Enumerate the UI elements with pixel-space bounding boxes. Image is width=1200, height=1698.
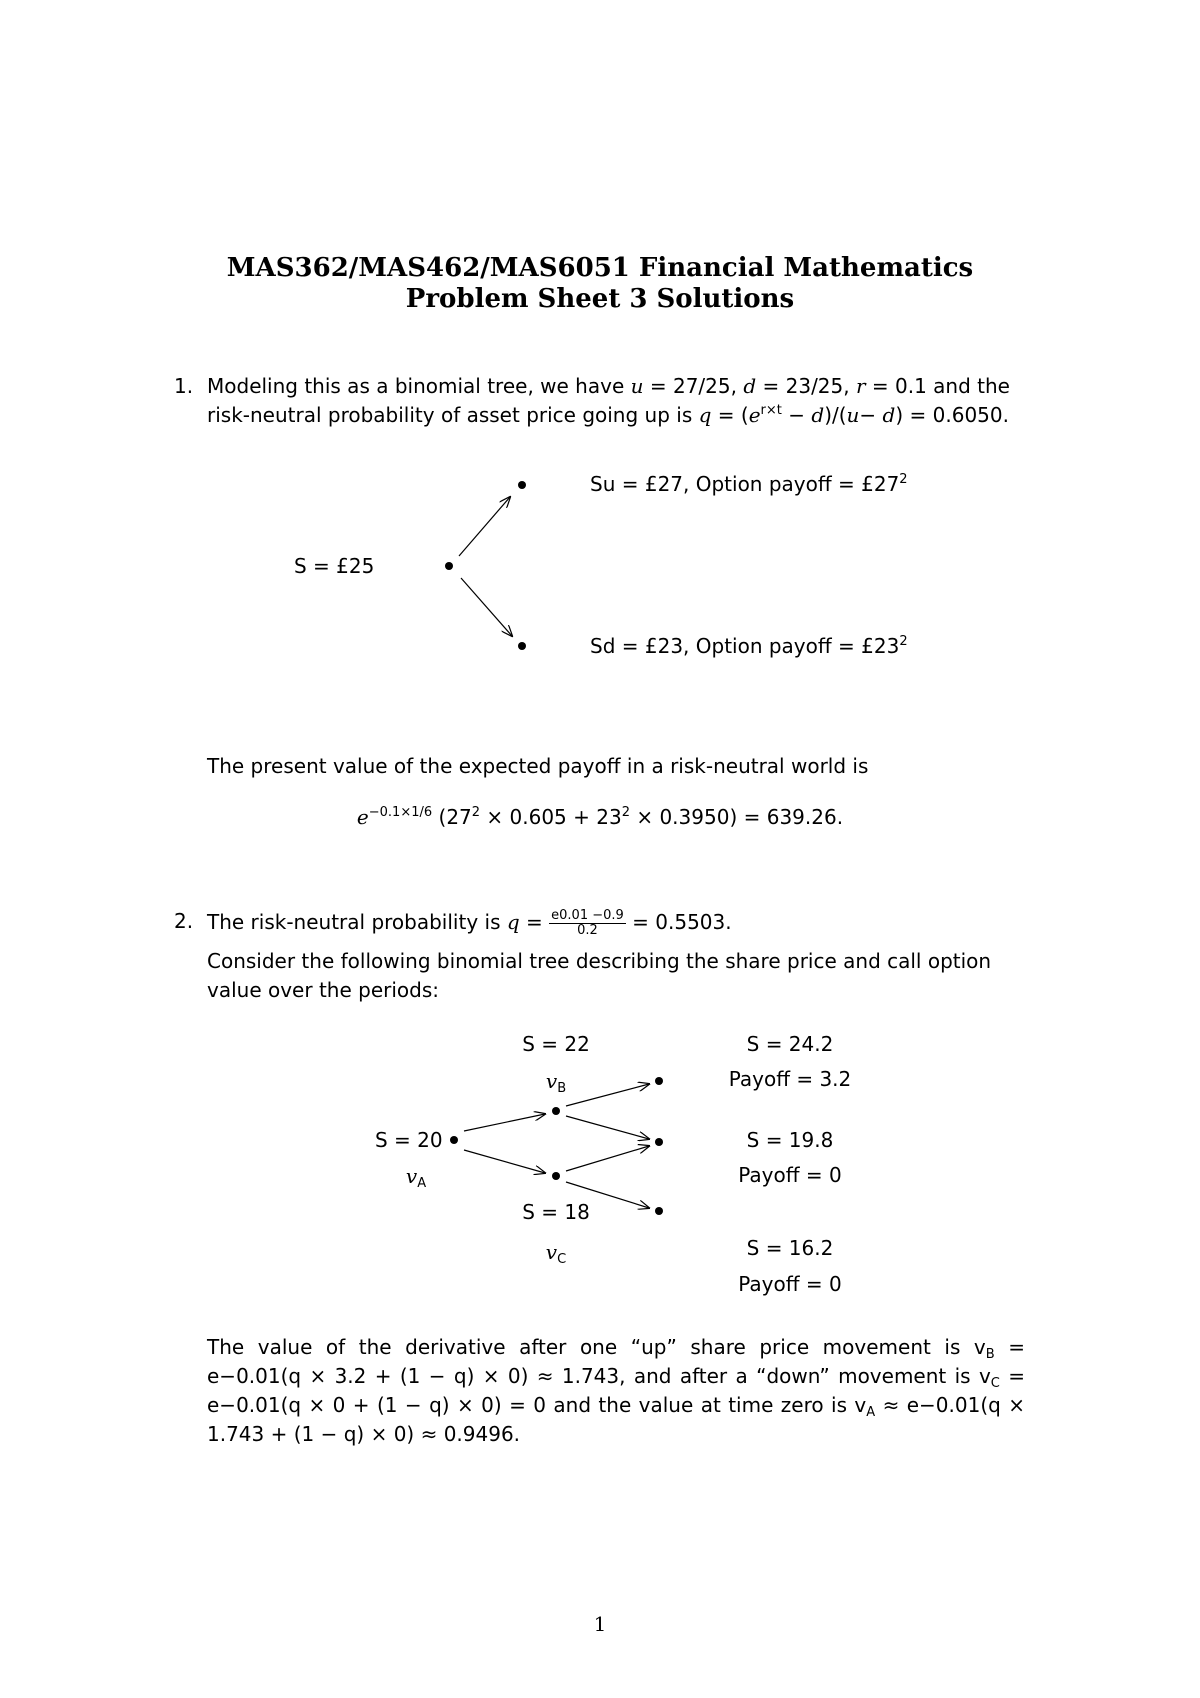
q1-intro-line1: Modeling this as a binomial tree, we have u = 27/25, d = 23/25, r = 0.1 and the xyxy=(207,374,1010,398)
q2-payoff-32: Payoff = 3.2 xyxy=(728,1067,852,1091)
q2-node-uu xyxy=(655,1077,663,1085)
q1-number: 1. xyxy=(174,374,194,398)
q1-down-label: Sd = £23, Option payoff = $£23^2$ xyxy=(590,634,908,658)
q2-risk-neutral: The risk-neutral probability is q = $\frac{e0.01 -0.9}{0.2}$ = 0.5503. xyxy=(207,908,732,938)
q2-edge-a-b xyxy=(464,1114,545,1131)
q2-node-c xyxy=(552,1172,560,1180)
q2-vc: $v_C$ xyxy=(545,1240,567,1267)
paper-subtitle: Problem Sheet 3 Solutions xyxy=(405,284,795,314)
q2-consider-line2: value over the periods: xyxy=(207,978,439,1002)
q1-up-node xyxy=(518,481,526,489)
q2-s242: S = 24.2 xyxy=(746,1032,834,1056)
q2-s20: S = 20 xyxy=(375,1128,443,1152)
page-number: 1 xyxy=(593,1612,607,1636)
q1-up-edge xyxy=(459,497,510,556)
q2-payoff-0a: Payoff = 0 xyxy=(738,1163,842,1187)
q1-down-node xyxy=(518,642,526,650)
q1-root-node xyxy=(445,562,453,570)
q2-value-line4: 1.743 + (1 − q) × 0) ≈ 0.9496. xyxy=(207,1422,521,1446)
q1-pv-formula: $e^{-0.1\times 1/6}$ $(27^2 \times 0.605 + 23^2 \times 0.3950) = 639.26$. xyxy=(356,805,844,829)
q1-root-label: S = £25 xyxy=(294,554,375,578)
q1-pv-text: The present value of the expected payoff in a risk-neutral world is xyxy=(207,754,869,778)
q2-node-a xyxy=(450,1136,458,1144)
q2-number: 2. xyxy=(174,909,194,933)
q2-value-line1: The value of the derivative after one “up” share price movement is $v_B$ = xyxy=(207,1335,1025,1362)
q1-up-label: Su = £27, Option payoff = $£27^2$ xyxy=(590,472,908,496)
q2-vb: $v_B$ xyxy=(545,1069,567,1096)
q2-consider-line1: Consider the following binomial tree describing the share price and call option xyxy=(207,949,992,973)
q1-down-edge xyxy=(461,578,512,636)
q1-intro-line2: risk-neutral probability of asset price going up is $q = (e^{r\times t} - d)/(u- d) = 0.6050$. xyxy=(207,403,1009,427)
q2-value-line3: e−0.01(q × 0 + (1 − q) × 0) = 0 and the value at time zero is $v_A \approx e-0.01(q$ × xyxy=(207,1393,1025,1420)
q2-node-ud xyxy=(655,1138,663,1146)
q2-edge-c-ud xyxy=(566,1146,649,1171)
q2-s162: S = 16.2 xyxy=(746,1236,834,1260)
q2-s198: S = 19.8 xyxy=(746,1128,834,1152)
q2-edge-b-ud xyxy=(566,1116,649,1139)
q2-fraction: $\frac{e0.01 -0.9}{0.2}$ xyxy=(551,908,624,938)
q2-node-b xyxy=(552,1107,560,1115)
q2-payoff-0b: Payoff = 0 xyxy=(738,1272,842,1296)
q2-va: $v_A$ xyxy=(405,1164,427,1191)
q2-node-dd xyxy=(655,1207,663,1215)
paper-title: MAS362/MAS462/MAS6051 Financial Mathematics xyxy=(226,253,974,283)
q2-value-line2: e−0.01(q × 3.2 + (1 − q) × 0) ≈ 1.743, and after a “down” movement is $v_C$ = xyxy=(207,1364,1025,1391)
q2-s18: S = 18 xyxy=(522,1200,590,1224)
q2-s22: S = 22 xyxy=(522,1032,590,1056)
q2-edge-a-c xyxy=(464,1150,545,1173)
